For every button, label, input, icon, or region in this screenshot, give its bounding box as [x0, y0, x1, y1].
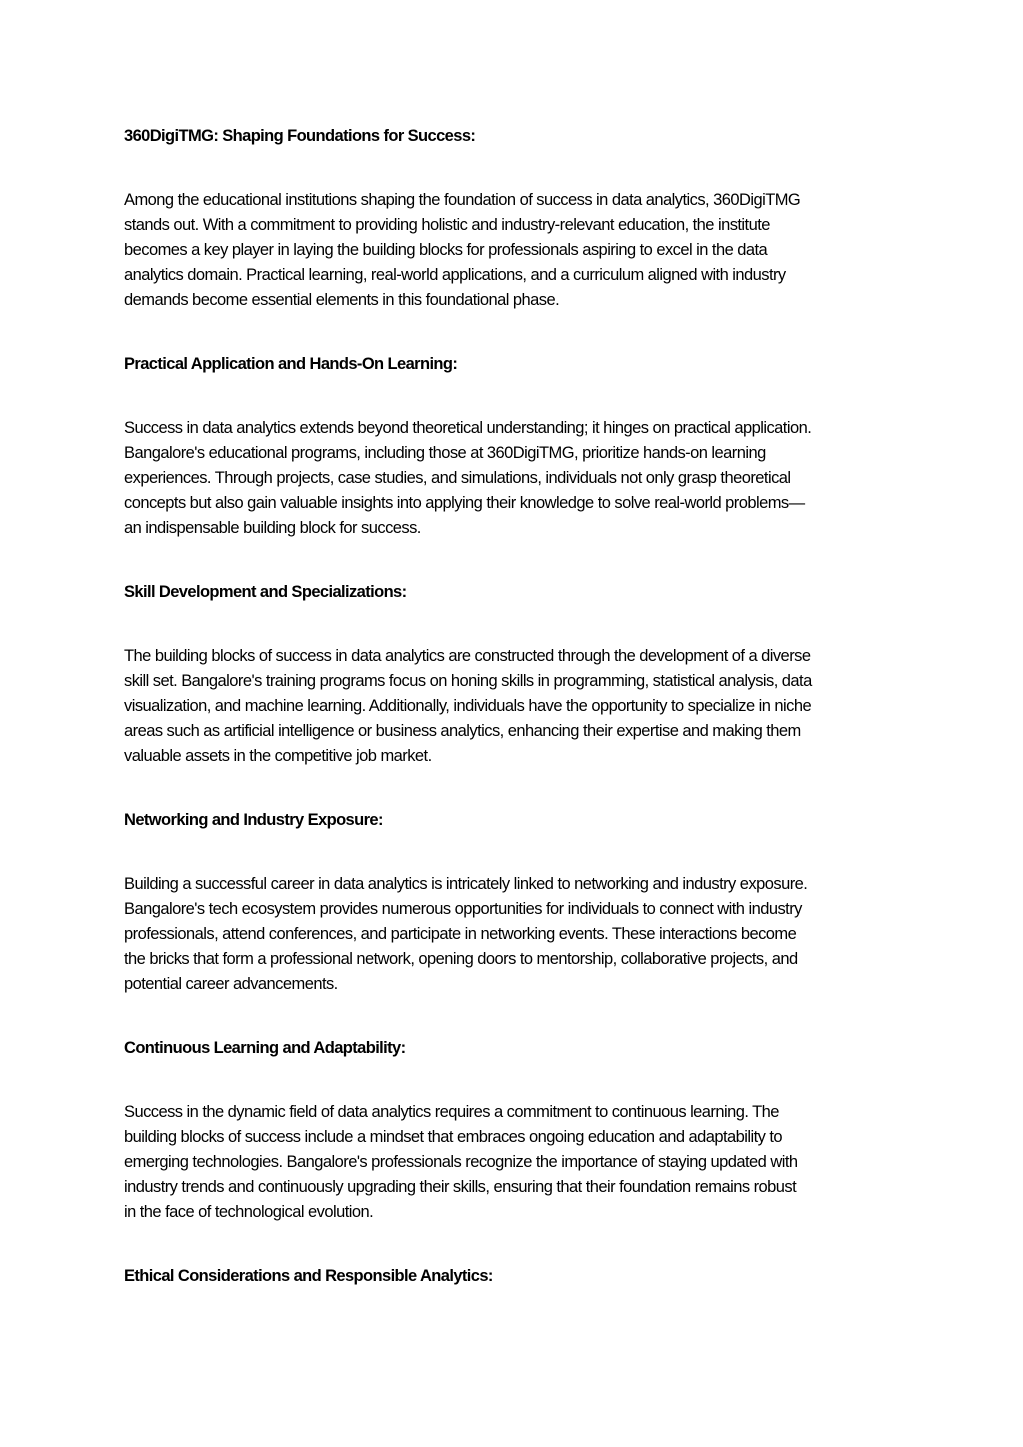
- section-paragraph-networking: [124, 872, 904, 997]
- section-paragraph-practical-application: [124, 416, 904, 541]
- paragraph-line: an indispensable building block for success.: [124, 519, 421, 537]
- paragraph-line: concepts but also gain valuable insights into applying their knowledge to solve real-world problems—: [124, 494, 805, 512]
- paragraph-line: The building blocks of success in data analytics are constructed through the development of a diverse: [124, 647, 811, 665]
- section-heading-practical-application: Practical Application and Hands-On Learning:: [124, 355, 458, 373]
- paragraph-line: professionals, attend conferences, and participate in networking events. These interactions become: [124, 925, 797, 943]
- paragraph-line: Success in data analytics extends beyond theoretical understanding; it hinges on practical application.: [124, 419, 812, 437]
- paragraph-line: Success in the dynamic field of data analytics requires a commitment to continuous learning. The: [124, 1103, 779, 1121]
- paragraph-line: valuable assets in the competitive job market.: [124, 747, 432, 765]
- section-heading-networking: Networking and Industry Exposure:: [124, 811, 383, 829]
- paragraph-line: building blocks of success include a mindset that embraces ongoing education and adaptability to: [124, 1128, 783, 1146]
- paragraph-line: becomes a key player in laying the building blocks for professionals aspiring to excel in the data: [124, 241, 768, 259]
- paragraph-line: visualization, and machine learning. Additionally, individuals have the opportunity to specialize in niche: [124, 697, 812, 715]
- paragraph-line: in the face of technological evolution.: [124, 1203, 374, 1221]
- section-heading-360digitmg: 360DigiTMG: Shaping Foundations for Success:: [124, 127, 476, 145]
- paragraph-line: potential career advancements.: [124, 975, 338, 993]
- paragraph-line: industry trends and continuously upgrading their skills, ensuring that their foundation remains robust: [124, 1178, 797, 1196]
- paragraph-line: Bangalore's tech ecosystem provides numerous opportunities for individuals to connect with industry: [124, 900, 802, 918]
- document-page: [124, 124, 904, 1289]
- section-heading-skill-development: Skill Development and Specializations:: [124, 583, 407, 601]
- paragraph-line: stands out. With a commitment to providing holistic and industry-relevant education, the institute: [124, 216, 770, 234]
- paragraph-line: Among the educational institutions shaping the foundation of success in data analytics, 360DigiTMG: [124, 191, 801, 209]
- section-heading-continuous-learning: Continuous Learning and Adaptability:: [124, 1039, 406, 1057]
- paragraph-line: emerging technologies. Bangalore's professionals recognize the importance of staying updated with: [124, 1153, 798, 1171]
- section-paragraph-skill-development: [124, 644, 904, 769]
- paragraph-line: experiences. Through projects, case studies, and simulations, individuals not only grasp theoretical: [124, 469, 791, 487]
- paragraph-line: skill set. Bangalore's training programs focus on honing skills in programming, statistical analysis, data: [124, 672, 812, 690]
- paragraph-line: the bricks that form a professional network, opening doors to mentorship, collaborative projects, and: [124, 950, 798, 968]
- paragraph-line: analytics domain. Practical learning, real-world applications, and a curriculum aligned with industry: [124, 266, 786, 284]
- paragraph-line: Building a successful career in data analytics is intricately linked to networking and industry exposure.: [124, 875, 808, 893]
- section-paragraph-360digitmg: [124, 188, 904, 313]
- paragraph-line: areas such as artificial intelligence or business analytics, enhancing their expertise and making them: [124, 722, 801, 740]
- paragraph-line: Bangalore's educational programs, including those at 360DigiTMG, prioritize hands-on learning: [124, 444, 766, 462]
- section-paragraph-continuous-learning: [124, 1100, 904, 1225]
- paragraph-line: demands become essential elements in this foundational phase.: [124, 291, 560, 309]
- section-heading-ethical-considerations: Ethical Considerations and Responsible Analytics:: [124, 1267, 493, 1285]
